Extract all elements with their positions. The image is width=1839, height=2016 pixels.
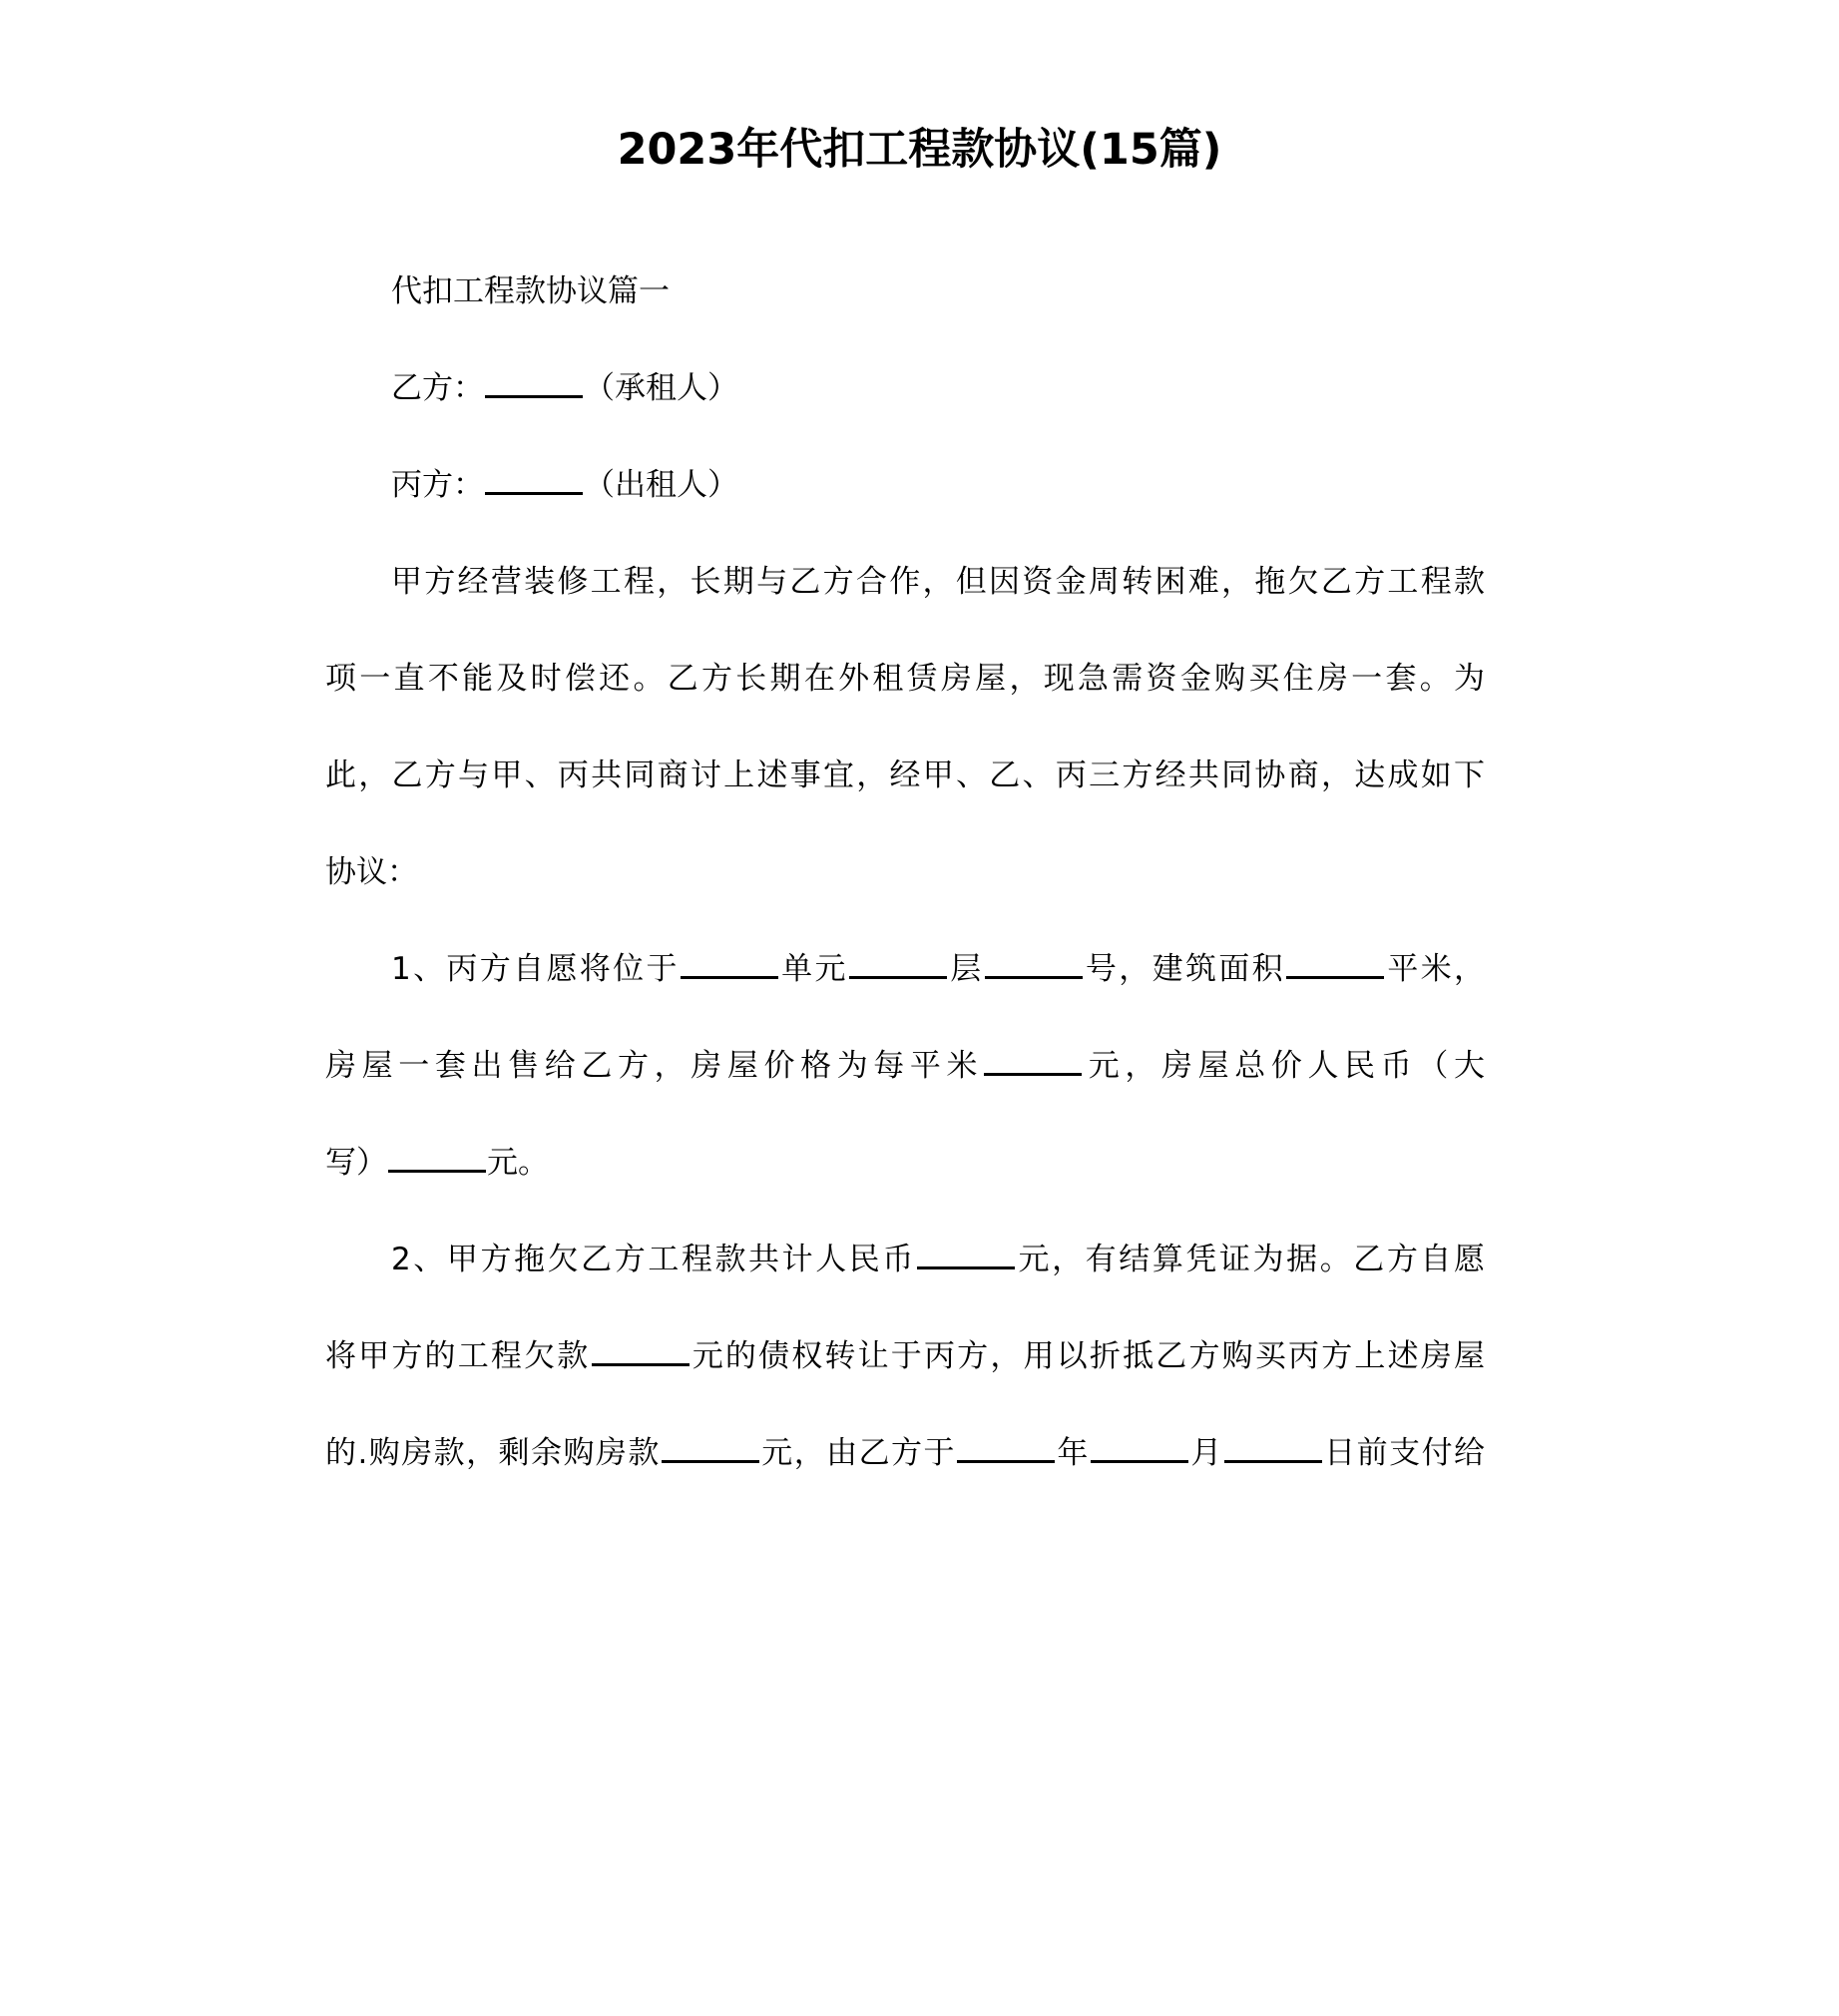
clause-1-floor-blank[interactable]: [985, 952, 1083, 979]
clause-1-text: 平米，: [1385, 951, 1485, 987]
clause-2-year-blank[interactable]: [957, 1436, 1055, 1463]
clause-1-location-blank[interactable]: [681, 952, 778, 979]
clause-2-text: 元的债权转让于丙方，用以折抵乙方购买丙方上述房屋: [690, 1338, 1485, 1374]
clause-1-line-3: [325, 1131, 1485, 1228]
clause-1-text: 元，房屋总价人民币（大: [1083, 1048, 1485, 1084]
clause-2-text: 的.购房款，剩余购房款: [325, 1435, 661, 1471]
clause-1-text: 号，建筑面积: [1083, 951, 1285, 987]
party-c-label: 丙方：: [391, 467, 484, 503]
clause-2-text: 元，由乙方于: [759, 1435, 956, 1471]
clause-2-line-2: [325, 1324, 1485, 1421]
party-b-line: [325, 356, 1485, 453]
clause-2-text: 2、甲方拖欠乙方工程款共计人民币: [391, 1242, 916, 1277]
intro-line-1: 甲方经营装修工程，长期与乙方合作，但因资金周转困难，拖欠乙方工程款: [391, 564, 1485, 600]
clause-2-transfer-blank[interactable]: [592, 1339, 690, 1366]
clause-2-month-blank[interactable]: [1091, 1436, 1188, 1463]
clause-2-text: 将甲方的工程欠款: [325, 1338, 591, 1374]
clause-1-price-blank[interactable]: [984, 1049, 1082, 1076]
clause-2-day-blank[interactable]: [1224, 1436, 1322, 1463]
clause-1-text: 层: [947, 951, 984, 987]
clause-2-line-1: [325, 1228, 1485, 1324]
document-body: [325, 259, 1485, 1518]
clause-1-line-1: [325, 937, 1485, 1034]
section-heading: 代扣工程款协议篇一: [391, 273, 670, 309]
clause-1-text: 元。: [487, 1145, 549, 1181]
clause-1-text: 1、丙方自愿将位于: [391, 951, 680, 987]
clause-2-remaining-blank[interactable]: [662, 1436, 759, 1463]
party-c-role: （出租人）: [584, 467, 738, 503]
party-b-label: 乙方：: [391, 370, 484, 406]
intro-line-4: 协议：: [325, 854, 418, 890]
clause-2-text: 年: [1055, 1435, 1090, 1471]
clause-1-total-blank[interactable]: [388, 1146, 486, 1173]
document-title: 2023年代扣工程款协议(15篇): [617, 125, 1222, 175]
clause-1-text: 房屋一套出售给乙方，房屋价格为每平米: [325, 1048, 984, 1084]
clause-1-text: 写）: [325, 1145, 387, 1181]
party-b-name-blank[interactable]: [485, 371, 583, 398]
clause-2-line-3: [325, 1421, 1485, 1518]
party-c-line: [325, 453, 1485, 550]
clause-1-line-2: [325, 1034, 1485, 1131]
party-b-role: （承租人）: [584, 370, 738, 406]
party-c-name-blank[interactable]: [485, 468, 583, 495]
clause-1-area-blank[interactable]: [1286, 952, 1384, 979]
clause-2-debt-blank[interactable]: [917, 1243, 1015, 1269]
clause-2-text: 日前支付给: [1322, 1435, 1485, 1471]
clause-2-text: 元，有结算凭证为据。乙方自愿: [1015, 1242, 1485, 1277]
clause-1-text: 单元: [778, 951, 848, 987]
clause-2-text: 月: [1188, 1435, 1223, 1471]
intro-line-3: 此，乙方与甲、丙共同商讨上述事宜，经甲、乙、丙三方经共同协商，达成如下: [325, 757, 1485, 793]
intro-line-2: 项一直不能及时偿还。乙方长期在外租赁房屋，现急需资金购买住房一套。为: [325, 661, 1485, 697]
clause-1-unit-blank[interactable]: [849, 952, 947, 979]
